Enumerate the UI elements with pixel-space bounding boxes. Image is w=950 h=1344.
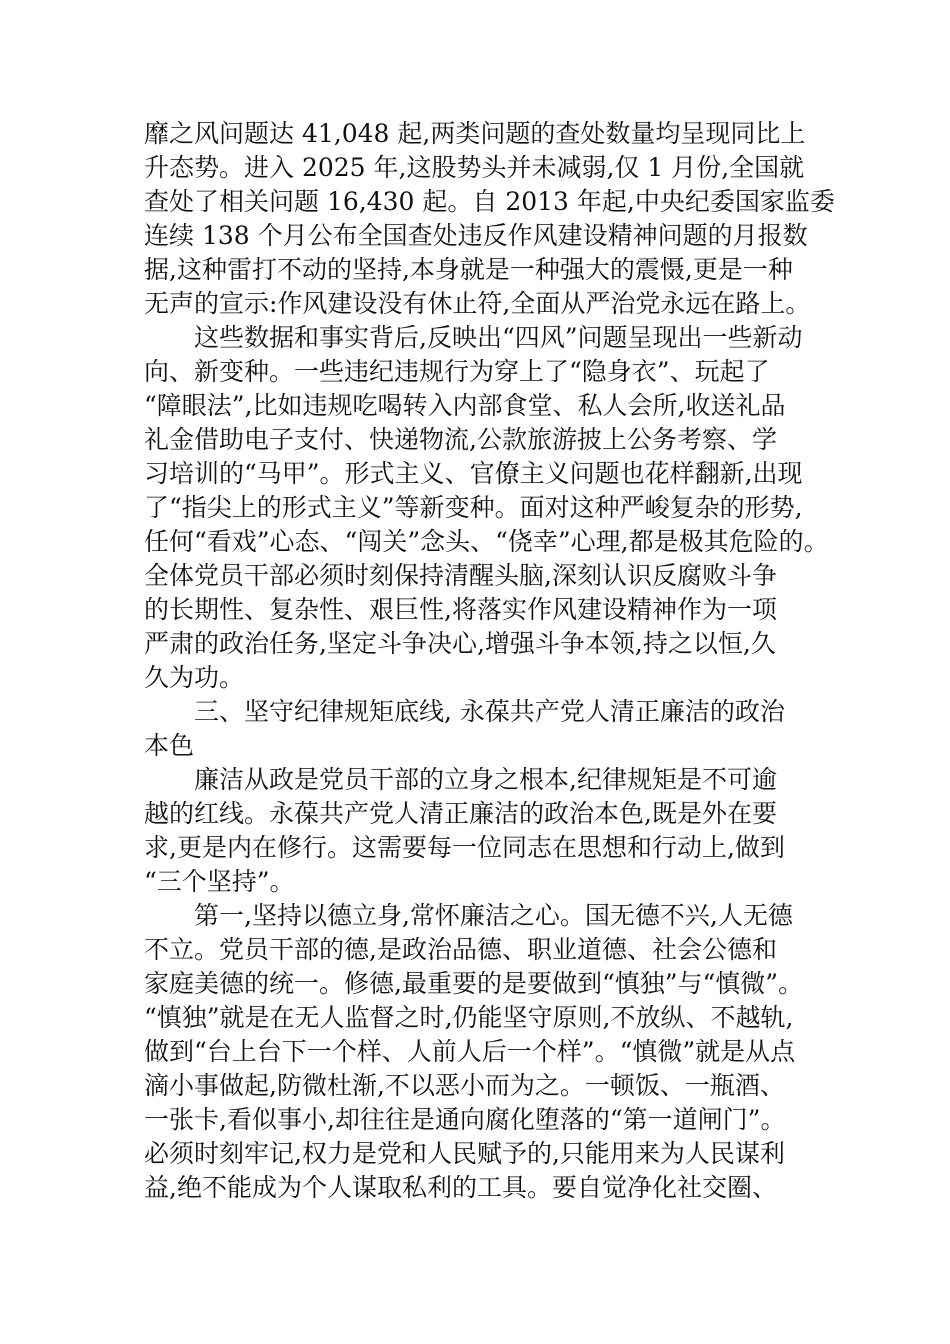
- paragraph-start-line: 这些数据和事实背后,反映出“四风”问题呈现出一些新动: [194, 323, 803, 352]
- text-line: 必须时刻牢记,权力是党和人民赋予的,只能用来为人民谋利: [144, 1139, 785, 1168]
- text-line: 了“指尖上的形式主义”等新变种。面对这种严峻复杂的形势,: [144, 493, 803, 522]
- text-line: 益,绝不能成为个人谋取私利的工具。要自觉净化社交圈、: [144, 1173, 777, 1202]
- text-line: 据,这种雷打不动的坚持,本身就是一种强大的震慑,更是一种: [144, 255, 793, 284]
- text-line: “慎独”就是在无人监督之时,仍能坚守原则,不放纵、不越轨,: [144, 1003, 794, 1032]
- text-line: 求,更是内在修行。这需要每一位同志在思想和行动上,做到: [144, 833, 785, 862]
- text-line: 习培训的“马甲”。形式主义、官僚主义问题也花样翻新,出现: [144, 459, 803, 488]
- text-line: 家庭美德的统一。修德,最重要的是要做到“慎独”与“慎微”。: [144, 969, 804, 998]
- text-line: 任何“看戏”心态、“闯关”念头、“侥幸”心理,都是极其危险的。: [144, 527, 829, 556]
- text-line: 不立。党员干部的德,是政治品德、职业道德、社会公德和: [144, 935, 777, 964]
- text-line: 严肃的政治任务,坚定斗争决心,增强斗争本领,持之以恒,久: [144, 629, 776, 658]
- text-line: 越的红线。永葆共产党人清正廉洁的政治本色,既是外在要: [144, 799, 777, 828]
- text-line: 向、新变种。一些违纪违规行为穿上了“隐身衣”、玩起了: [144, 357, 770, 386]
- text-line: 连续 138 个月公布全国查处违反作风建设精神问题的月报数: [144, 221, 808, 250]
- paragraph-start-line: 第一,坚持以德立身,常怀廉洁之心。国无德不兴,人无德: [194, 901, 793, 930]
- text-line: 一张卡,看似事小,却往往是通向腐化堕落的“第一道闸门”。: [144, 1105, 786, 1134]
- body-text: [144, 117, 835, 1205]
- text-line: 无声的宣示:作风建设没有休止符,全面从严治党永远在路上。: [144, 289, 811, 318]
- text-line: 久为功。: [144, 663, 245, 692]
- text-line: “三个坚持”。: [144, 867, 295, 896]
- section-heading-line: 三、坚守纪律规矩底线, 永葆共产党人清正廉洁的政治: [194, 697, 785, 726]
- text-line: 滴小事做起,防微杜渐,不以恶小而为之。一顿饭、一瓶酒、: [144, 1071, 785, 1100]
- text-line: 靡之风问题达 41,048 起,两类问题的查处数量均呈现同比上: [144, 119, 806, 148]
- text-line: 全体党员干部必须时刻保持清醒头脑,深刻认识反腐败斗争: [144, 561, 777, 590]
- text-line: 礼金借助电子支付、快递物流,公款旅游披上公务考察、学: [144, 425, 777, 454]
- text-line: 做到“台上台下一个样、人前人后一个样”。“慎微”就是从点: [144, 1037, 796, 1066]
- section-heading-line: 本色: [144, 731, 195, 760]
- paragraph-start-line: 廉洁从政是党员干部的立身之根本,纪律规矩是不可逾: [194, 765, 777, 794]
- text-line: 查处了相关问题 16,430 起。自 2013 年起,中央纪委国家监委: [144, 187, 835, 216]
- text-line: 的长期性、复杂性、艰巨性,将落实作风建设精神作为一项: [144, 595, 777, 624]
- text-line: “障眼法”,比如违规吃喝转入内部食堂、私人会所,收送礼品: [144, 391, 786, 420]
- text-line: 升态势。进入 2025 年,这股势头并未减弱,仅 1 月份,全国就: [144, 153, 805, 182]
